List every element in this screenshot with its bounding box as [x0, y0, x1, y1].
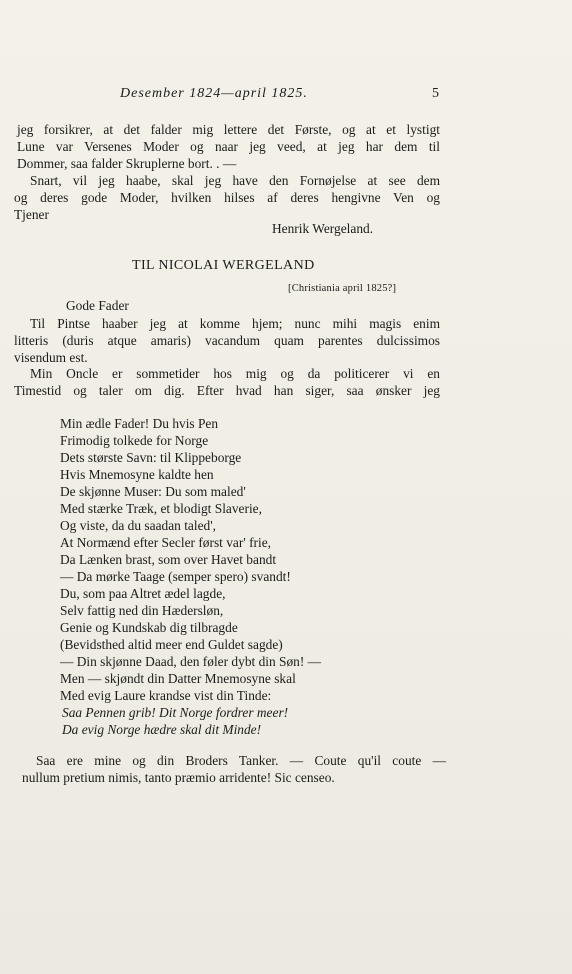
- letter1-line-4: Snart, vil jeg haabe, skal jeg have den Fornøjelse at see dem: [30, 173, 440, 188]
- page-number: 5: [432, 86, 439, 101]
- poem-line-14: (Bevidsthed altid meer end Guldet sagde): [60, 637, 283, 652]
- closing-line-1: Saa ere mine og din Broders Tanker. — Coute qu'il coute —: [36, 753, 446, 768]
- closing-line-2: nullum pretium nimis, tanto præmio arridente! Sic censeo.: [22, 770, 335, 785]
- poem-line-11: Du, som paa Altret ædel lagde,: [60, 586, 226, 601]
- poem-line-8: At Normænd efter Secler først var' frie,: [60, 535, 272, 550]
- poem-line-6: Med stærke Træk, et blodigt Slaverie,: [60, 501, 262, 516]
- running-head: [0, 86, 572, 106]
- running-head-title: Desember 1824—april 1825.: [120, 86, 308, 101]
- poem-line-4: Hvis Mnemosyne kaldte hen: [60, 467, 214, 482]
- letter1-line-1: jeg forsikrer, at det falder mig lettere det Første, og at et lystigt: [17, 122, 440, 137]
- poem-line-13: Genie og Kundskab dig tilbragde: [60, 620, 238, 635]
- letter2-dateline: [Christiania april 1825?]: [288, 283, 397, 294]
- poem-line-5: De skjønne Muser: Du som maled': [60, 484, 246, 499]
- letter2-line-3: visendum est.: [14, 350, 88, 365]
- poem-line-2: Frimodig tolkede for Norge: [60, 433, 209, 448]
- letter1-line-3: Dommer, saa falder Skruplerne bort. . —: [17, 156, 237, 171]
- poem-line-19: Da evig Norge hædre skal dit Minde!: [62, 722, 262, 737]
- poem-line-9: Da Lænken brast, som over Havet bandt: [60, 552, 277, 567]
- poem-line-12: Selv fattig ned din Hædersløn,: [60, 603, 224, 618]
- poem-line-18: Saa Pennen grib! Dit Norge fordrer meer!: [62, 705, 289, 720]
- letter1-line-2: Lune var Versenes Moder og naar jeg veed, at jeg har dem til: [17, 139, 440, 154]
- letter2-heading: TIL NICOLAI WERGELAND: [132, 258, 315, 273]
- poem-line-3: Dets største Savn: til Klippeborge: [60, 450, 242, 465]
- letter1-line-5: og deres gode Moder, hvilken hilses af deres hengivne Ven og: [14, 190, 440, 205]
- letter1-signature: Henrik Wergeland.: [272, 221, 374, 236]
- letter2-line-4: Min Oncle er sommetider hos mig og da politicerer vi en: [30, 366, 440, 381]
- letter2-salutation: Gode Fader: [66, 298, 129, 313]
- letter2-line-2: litteris (duris atque amaris) vacandum quam parentes dulcissimos: [14, 333, 440, 348]
- poem-line-16: Men — skjøndt din Datter Mnemosyne skal: [60, 671, 296, 686]
- poem-line-1: Min ædle Fader! Du hvis Pen: [60, 416, 219, 431]
- poem-line-15: — Din skjønne Daad, den føler dybt din Søn! —: [60, 654, 322, 669]
- letter2-line-1: Til Pintse haaber jeg at komme hjem; nunc mihi magis enim: [30, 316, 440, 331]
- poem-line-17: Med evig Laure krandse vist din Tinde:: [60, 688, 272, 703]
- poem-line-10: — Da mørke Taage (semper spero) svandt!: [60, 569, 291, 584]
- poem-line-7: Og viste, da du saadan taled',: [60, 518, 216, 533]
- letter1-line-6: Tjener: [14, 207, 49, 222]
- letter2-line-5: Timestid og taler om dig. Efter hvad han siger, saa ønsker jeg: [14, 383, 440, 398]
